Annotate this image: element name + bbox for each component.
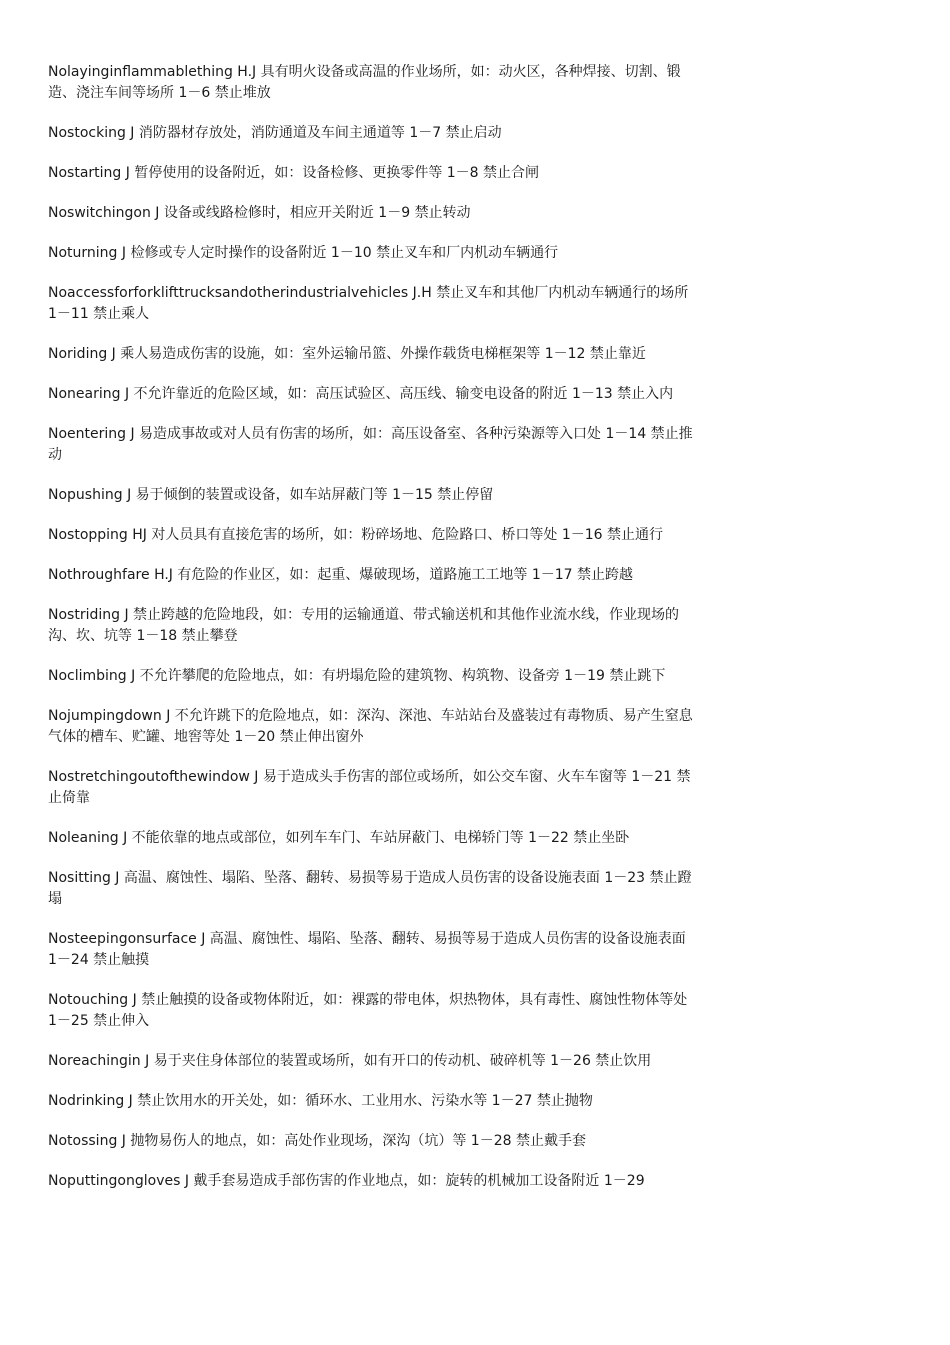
paragraph: Noswitchingon J 设备或线路检修时，相应开关附近 1－9 禁止转动 [48,205,471,221]
paragraph: Noturning J 检修或专人定时操作的设备附近 1－10 禁止叉车和厂内机动车辆通行 [48,245,559,261]
paragraph: Nostocking J 消防器材存放处，消防通道及车间主通道等 1－7 禁止启动 [48,125,502,141]
paragraph: Noleaning J 不能依靠的地点或部位，如列车车门、车站屏蔽门、电梯轿门等 1－22 禁止坐卧 [48,830,630,846]
paragraph: Nojumpingdown J 不允许跳下的危险地点，如：深沟、深池、车站站台及盛装过有毒物质、易产生窒息气体的槽车、贮罐、地窖等处 1－20 禁止伸出窗外 [48,708,693,745]
paragraph: Nodrinking J 禁止饮用水的开关处，如：循环水、工业用水、污染水等 1－27 禁止抛物 [48,1093,593,1109]
paragraph: Nostriding J 禁止跨越的危险地段，如：专用的运输通道、带式输送机和其他作业流水线，作业现场的沟、坎、坑等 1－18 禁止攀登 [48,607,680,644]
paragraph: Nothroughfare H.J 有危险的作业区，如：起重、爆破现场，道路施工工地等 1－17 禁止跨越 [48,567,633,583]
paragraph: Nonearing J 不允许靠近的危险区域，如：高压试验区、高压线、输变电设备的附近 1－13 禁止入内 [48,386,674,402]
paragraph: Noputtingongloves J 戴手套易造成手部伤害的作业地点，如：旋转的机械加工设备附近 1－29 [48,1173,645,1189]
paragraph: Nopushing J 易于倾倒的装置或设备，如车站屏蔽门等 1－15 禁止停留 [48,487,494,503]
paragraph: Nostretchingoutofthewindow J 易于造成头手伤害的部位或场所，如公交车窗、火车车窗等 1－21 禁止倚靠 [48,769,691,806]
paragraph: Nositting J 高温、腐蚀性、塌陷、坠落、翻转、易损等易于造成人员伤害的设备设施表面 1－23 禁止蹬塌 [48,870,692,907]
paragraph: Nostopping HJ 对人员具有直接危害的场所，如：粉碎场地、危险路口、桥口等处 1－16 禁止通行 [48,527,663,543]
paragraph: Nolayinginflammablething H.J 具有明火设备或高温的作业场所，如：动火区，各种焊接、切割、锻造、浇注车间等场所 1－6 禁止堆放 [48,64,681,101]
paragraph: Notouching J 禁止触摸的设备或物体附近，如：裸露的带电体，炽热物体，具有毒性、腐蚀性物体等处 1－25 禁止伸入 [48,992,688,1029]
paragraph: Noreachingin J 易于夹住身体部位的装置或场所，如有开口的传动机、破碎机等 1－26 禁止饮用 [48,1053,652,1069]
paragraph: Noriding J 乘人易造成伤害的设施，如：室外运输吊篮、外操作载货电梯框架等 1－12 禁止靠近 [48,346,646,362]
paragraph: Noclimbing J 不允许攀爬的危险地点，如：有坍塌危险的建筑物、构筑物、设备旁 1－19 禁止跳下 [48,668,666,684]
paragraph: Nostarting J 暂停使用的设备附近，如：设备检修、更换零件等 1－8 禁止合闸 [48,165,540,181]
document-body [48,62,696,1211]
paragraph: Noentering J 易造成事故或对人员有伤害的场所，如：高压设备室、各种污染源等入口处 1－14 禁止推动 [48,426,693,463]
paragraph: Notossing J 抛物易伤人的地点，如：高处作业现场，深沟（坑）等 1－28 禁止戴手套 [48,1133,586,1149]
paragraph: Noaccessforforklifttrucksandotherindustrialvehicles J.H 禁止叉车和其他厂内机动车辆通行的场所 1－11 禁止乘人 [48,285,689,322]
paragraph: Nosteepingonsurface J 高温、腐蚀性、塌陷、坠落、翻转、易损等易于造成人员伤害的设备设施表面 1－24 禁止触摸 [48,931,686,968]
